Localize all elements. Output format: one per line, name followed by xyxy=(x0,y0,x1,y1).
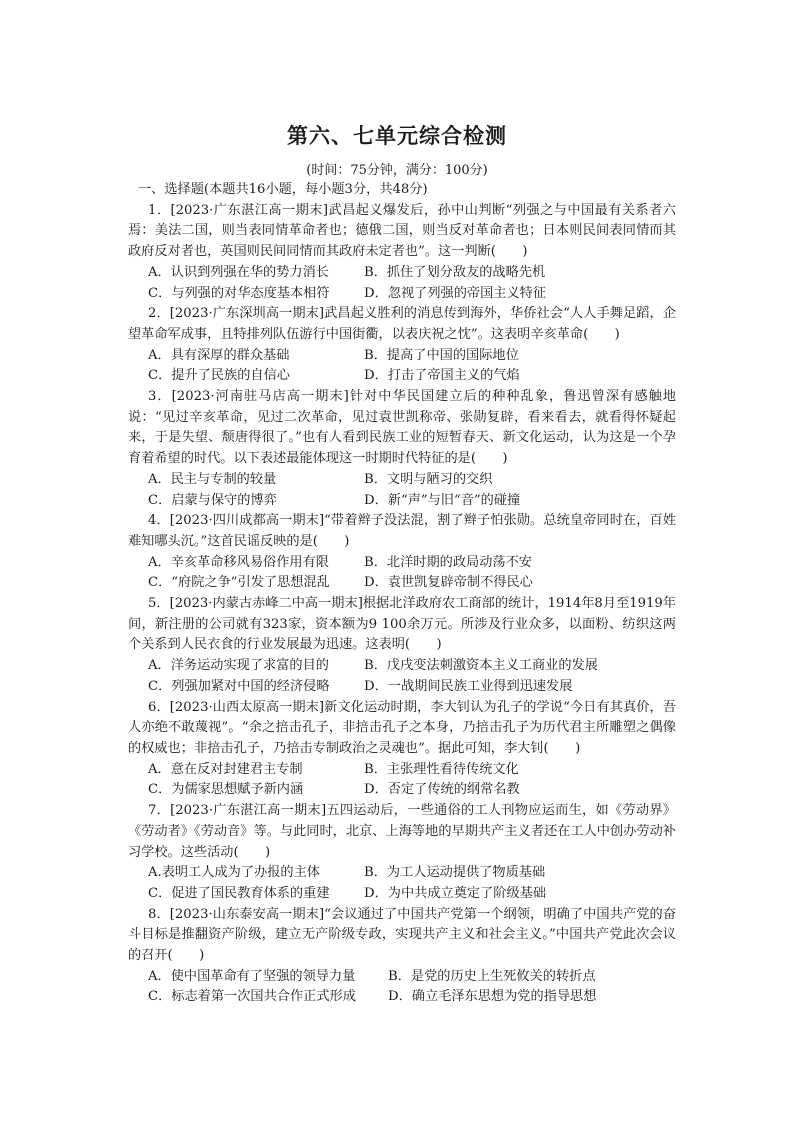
option-b: B．戊戌变法刺激资本主义工商业的发展 xyxy=(364,658,598,674)
option-a: A.表明工人成为了办报的主体 xyxy=(148,865,320,881)
option-a: A．使中国革命有了坚强的领导力量 xyxy=(148,968,356,984)
question-3-options-row-1 xyxy=(128,470,676,491)
question-2-options-row-1 xyxy=(128,346,676,367)
question-1-options-row-2 xyxy=(128,284,676,305)
section-heading: 一、选择题(本题共16小题，每小题3分，共48分) xyxy=(138,182,428,197)
question-6-stem: 6．[2023·山西太原高一期末]新文化运动时期，李大钊认为孔子的学说“今日有其真价，吾人亦绝不敢蔑视”。“余之掊击孔子，非掊击孔子之本身，乃掊击孔子为历代君主所雕塑之偶像的权威也；非掊击孔子，乃掊击专制政治之灵魂也”。据此可知，李大钊( ) xyxy=(128,699,676,756)
option-d: D．新“声”与旧“音”的碰撞 xyxy=(364,492,521,508)
option-c: C．提升了民族的自信心 xyxy=(148,368,290,384)
option-a: A．意在反对封建君主专制 xyxy=(148,761,303,777)
page-title: 第六、七单元综合检测 xyxy=(287,123,507,148)
question-2-options-row-2 xyxy=(128,366,676,387)
question-5-options-row-1 xyxy=(128,656,676,677)
option-d: D．打击了帝国主义的气焰 xyxy=(364,368,520,384)
option-d: D．否定了传统的纲常名教 xyxy=(364,782,520,798)
option-b: B．抓住了划分敌友的战略先机 xyxy=(364,264,546,280)
option-d: D．一战期间民族工业得到迅速发展 xyxy=(364,678,573,694)
exam-time-info: (时间：75分钟，满分：100分) xyxy=(306,163,488,178)
question-7-options-row-1 xyxy=(128,863,676,884)
option-a: A．辛亥革命移风易俗作用有限 xyxy=(148,554,329,570)
option-c: C．与列强的对华态度基本相符 xyxy=(148,285,330,301)
option-d: D．确立毛泽东思想为党的指导思想 xyxy=(388,989,597,1005)
question-4-options-row-1 xyxy=(128,553,676,574)
option-d: D．为中共成立奠定了阶级基础 xyxy=(364,885,547,901)
question-8-stem: 8．[2023·山东泰安高一期末]“会议通过了中国共产党第一个纲领，明确了中国共产党的奋斗目标是推翻资产阶级，建立无产阶级专政，实现共产主义和社会主义。”中国共产党此次会议的召开( ) xyxy=(128,906,676,964)
option-b: B．提高了中国的国际地位 xyxy=(364,347,519,363)
option-c: C．标志着第一次国共合作正式形成 xyxy=(148,989,356,1005)
option-a: A．民主与专制的较量 xyxy=(148,471,277,487)
option-d: D．袁世凯复辟帝制不得民心 xyxy=(364,575,533,591)
question-4-options-row-2 xyxy=(128,573,676,594)
option-c: C．“府院之争”引发了思想混乱 xyxy=(148,575,330,591)
question-6-options-row-1 xyxy=(128,760,676,781)
question-2-stem: 2．[2023·广东深圳高一期末]武昌起义胜利的消息传到海外，华侨社会“人人手舞足蹈，企望革命军成事，且特排列队伍游行中国街衢，以表庆祝之忱”。这表明辛亥革命( ) xyxy=(128,306,676,342)
question-3-options-row-2 xyxy=(128,491,676,512)
question-7-stem: 7．[2023·广东湛江高一期末]五四运动后，一些通俗的工人刊物应运而生，如《劳动界》《劳动者》《劳动音》等。与此同时，北京、上海等地的早期共产主义者还在工人中创办劳动补习学校。这些活动( ) xyxy=(128,803,676,860)
question-8-options-row-1 xyxy=(128,967,676,988)
option-b: B．文明与陋习的交织 xyxy=(364,471,493,487)
option-a: A．洋务运动实现了求富的目的 xyxy=(148,658,329,674)
question-7-options-row-2 xyxy=(128,884,676,905)
question-8-options-row-2 xyxy=(128,987,676,1008)
question-1-stem: 1．[2023·广东湛江高一期末]武昌起义爆发后，孙中山判断“列强之与中国最有关系者六焉：美法二国，则当表同情革命者也；德俄二国，则当反对革命者也；日本则民间表同情而其政府反对者也，英国则民间同情而其政府未定者也”。这一判断( ) xyxy=(128,202,676,260)
option-b: B．主张理性看待传统文化 xyxy=(364,761,519,777)
option-d: D．忽视了列强的帝国主义特征 xyxy=(364,285,547,301)
option-b: B．北洋时期的政局动荡不安 xyxy=(364,554,532,570)
question-list xyxy=(128,180,676,1008)
option-c: C．促进了国民教育体系的重建 xyxy=(148,885,330,901)
question-5-options-row-2 xyxy=(128,677,676,698)
option-a: A．认识到列强在华的势力消长 xyxy=(148,264,329,280)
option-c: C．为儒家思想赋予新内涵 xyxy=(148,782,304,798)
option-a: A．具有深厚的群众基础 xyxy=(148,347,290,363)
question-6-options-row-2 xyxy=(128,780,676,801)
question-4-stem: 4．[2023·四川成都高一期末]“带着辫子没法混，割了辫子怕张勋。总统皇帝同时在，百姓难知哪头沉。”这首民谣反映的是( ) xyxy=(128,513,676,549)
option-c: C．启蒙与保守的博弈 xyxy=(148,492,277,508)
option-b: B．为工人运动提供了物质基础 xyxy=(364,865,546,881)
option-c: C．列强加紧对中国的经济侵略 xyxy=(148,678,330,694)
question-3-stem: 3．[2023·河南驻马店高一期末]针对中华民国建立后的种种乱象，鲁迅曾深有感触地说：“见过辛亥革命，见过二次革命，见过袁世凯称帝、张勋复辟，看来看去，就看得怀疑起来，于是失望、颓唐得很了。”也有人看到民族工业的短暂春天、新文化运动，认为这是一个孕育着希望的时代。以下表述最能体现这一时期时代特征的是( ) xyxy=(128,389,676,467)
option-b: B．是党的历史上生死攸关的转折点 xyxy=(388,968,596,984)
question-1-options-row-1 xyxy=(128,263,676,284)
question-5-stem: 5．[2023·内蒙古赤峰二中高一期末]根据北洋政府农工商部的统计，1914年8月至1919年间，新注册的公司就有323家，资本额为9 100余万元。所涉及行业众多，以面粉、纺织这两个关系到人民衣食的行业发展最为迅速。这表明( ) xyxy=(128,596,676,653)
